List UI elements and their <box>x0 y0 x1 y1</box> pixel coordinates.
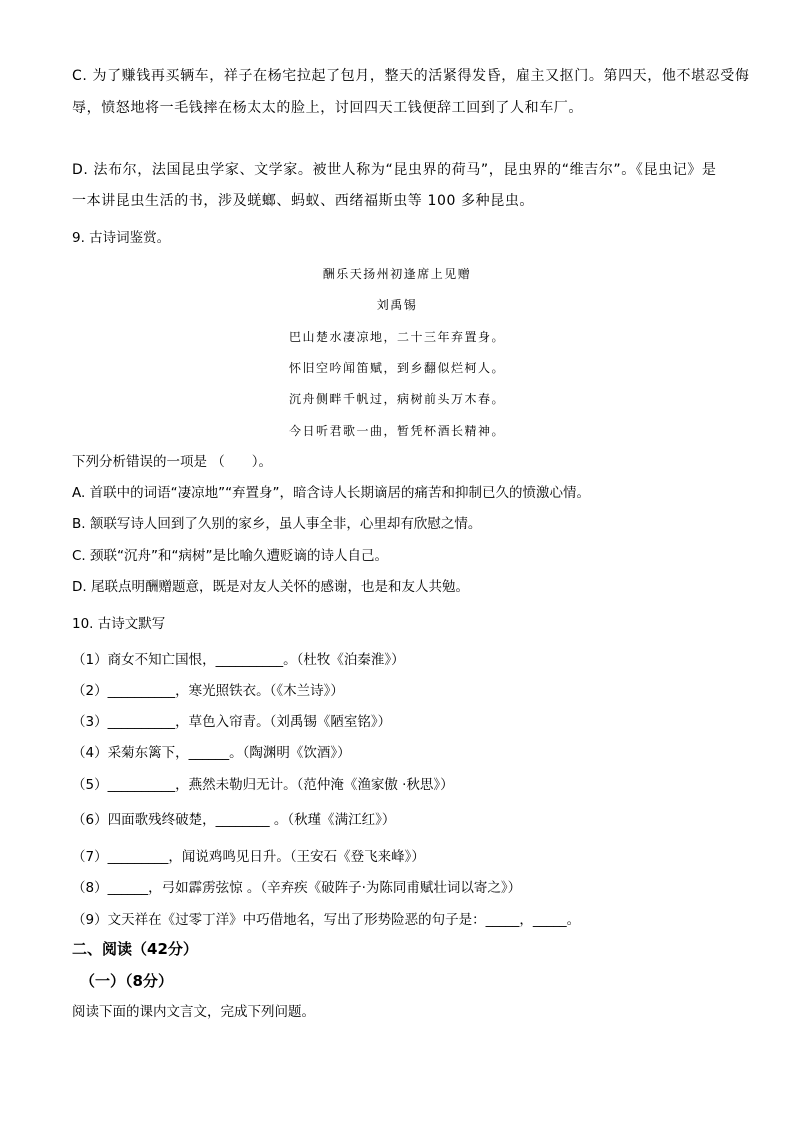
poem-title: 酬乐天扬州初逢席上见赠 <box>322 267 472 281</box>
section-heading: 二、阅读（42分） <box>72 940 198 958</box>
reading-instruction: 阅读下面的课内文言文，完成下列问题。 <box>72 1004 315 1020</box>
q9-option-c: C. 颈联“沉舟”和“病树”是比喻久遭贬谪的诗人自己。 <box>72 548 388 564</box>
q9-question: 下列分析错误的一项是 （ ）。 <box>72 454 273 470</box>
q10-item: （8）______，弓如霹雳弦惊 。（辛弃疾《破阵子·为陈同甫赋壮词以寄之》） <box>72 880 522 896</box>
q8-option-d-line-2: 一本讲昆虫生活的书，涉及蜣螂、蚂蚁、西绪福斯虫等 100 多种昆虫。 <box>72 193 535 209</box>
q10-item: （2）__________，寒光照铁衣。（《木兰诗》） <box>72 683 344 699</box>
q10-item: （5）__________，燕然未勒归无计。（范仲淹《渔家傲 ·秋思》） <box>72 777 454 793</box>
q10-item: （6）四面歌残终破楚，________ 。（秋瑾《满江红》） <box>72 812 396 828</box>
subsection-heading: （一）（8分） <box>80 972 173 990</box>
q8-option-d-line-1: D. 法布尔，法国昆虫学家、文学家。被世人称为“昆虫界的荷马”，昆虫界的“维吉尔”。《昆虫记》是 <box>72 162 717 178</box>
poem-line: 怀旧空吟闻笛赋，到乡翻似烂柯人。 <box>288 361 505 375</box>
q10-title: 10. 古诗文默写 <box>72 616 166 632</box>
poem-author: 刘禹锡 <box>376 298 418 312</box>
q8-option-c-line-1: C. 为了赚钱再买辆车，祥子在杨宅拉起了包月，整天的活紧得发昏，雇主又抠门。第四天，他不堪忍受侮 <box>72 68 750 84</box>
q10-item: （7）_________，闻说鸡鸣见日升。（王安石《登飞来峰》） <box>72 849 425 865</box>
poem-line: 沉舟侧畔千帆过，病树前头万木春。 <box>288 392 505 406</box>
q9-option-b: B. 颔联写诗人回到了久别的家乡，虽人事全非，心里却有欣慰之情。 <box>72 516 482 532</box>
poem-line: 今日听君歌一曲，暂凭杯酒长精神。 <box>288 424 505 438</box>
q9-title: 9. 古诗词鉴赏。 <box>72 230 171 246</box>
q9-option-d: D. 尾联点明酬赠题意，既是对友人关怀的感谢，也是和友人共勉。 <box>72 579 469 595</box>
q10-item: （3）__________，草色入帘青。（刘禹锡《陋室铭》） <box>72 714 392 730</box>
q9-option-a: A. 首联中的词语“凄凉地”“弃置身”，暗含诗人长期谪居的痛苦和抑制已久的愤激心情。 <box>72 485 591 501</box>
q8-option-c-line-2: 辱，愤怒地将一毛钱摔在杨太太的脸上，讨回四天工钱便辞工回到了人和车厂。 <box>72 100 583 116</box>
q10-item: （9）文天祥在《过零丁洋》中巧借地名，写出了形势险恶的句子是：_____，_____。 <box>72 912 581 928</box>
poem-line: 巴山楚水凄凉地，二十三年弃置身。 <box>288 330 505 344</box>
q10-item: （4）采菊东篱下，______。（陶渊明《饮酒》） <box>72 745 351 761</box>
q10-item: （1）商女不知亡国恨，__________。（杜牧《泊秦淮》） <box>72 652 405 668</box>
